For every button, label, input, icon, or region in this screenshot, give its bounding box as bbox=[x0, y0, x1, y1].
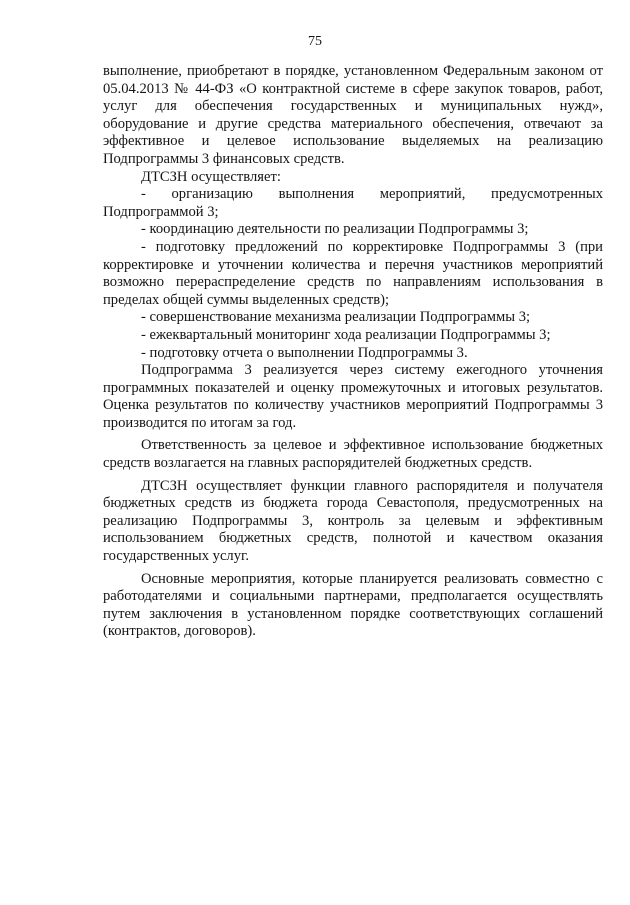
list-item-monitoring: - ежеквартальный мониторинг хода реализации Подпрограммы 3; bbox=[141, 326, 551, 343]
paragraph-main-activities: Основные мероприятия, которые планируется реализовать совместно с работодателями и социальными партнерами, предполагается осуществлять путем заключения в установленном порядке соответствующих соглашений (контрактов, договоров). bbox=[103, 570, 603, 640]
list-item-proposals: - подготовку предложений по корректировке Подпрограммы 3 (при корректировке и уточнении количества и перечня участников мероприятий возможно перераспределение средств по направлениям использования в пределах общей суммы выделенных средств); bbox=[103, 238, 603, 308]
paragraph-responsibility: Ответственность за целевое и эффективное использование бюджетных средств возлагается на главных распорядителей бюджетных средств. bbox=[103, 437, 603, 472]
paragraph-procurement: выполнение, приобретают в порядке, установленном Федеральным законом от 05.04.2013 № 44-ФЗ «О контрактной системе в сфере закупок товаров, работ, услуг для обеспечения государственных и муниципальных нужд», оборудование и другие средства материального обеспечения, отвечают за эффективное и целевое использование выделяемых на реализацию Подпрограммы 3 финансовых средств. bbox=[103, 63, 603, 167]
page-number: 75 bbox=[308, 34, 322, 49]
list-item-coordination: - координацию деятельности по реализации Подпрограммы 3; bbox=[141, 221, 529, 238]
list-item-report: - подготовку отчета о выполнении Подпрограммы 3. bbox=[141, 344, 468, 361]
paragraph-dtszn-functions: ДТСЗН осуществляет функции главного распорядителя и получателя бюджетных средств из бюджета города Севастополя, предусмотренных на реализацию Подпрограммы 3, контроль за целевым и эффективным использованием бюджетных средств, полнотой и качеством оказания государственных услуг. bbox=[103, 477, 603, 565]
list-item-mechanism: - совершенствование механизма реализации Подпрограммы 3; bbox=[141, 309, 531, 326]
body-text bbox=[103, 63, 603, 641]
list-item-organization: - организацию выполнения мероприятий, предусмотренных Подпрограммой 3; bbox=[103, 186, 603, 220]
paragraph-dtszn-intro: ДТСЗН осуществляет: bbox=[141, 168, 281, 185]
paragraph-realization: Подпрограмма 3 реализуется через систему ежегодного уточнения программных показателей и оценку промежуточных и итоговых результатов. Оценка результатов по количеству участников мероприятий Подпрограммы 3 производится по итогам за год. bbox=[103, 362, 603, 431]
